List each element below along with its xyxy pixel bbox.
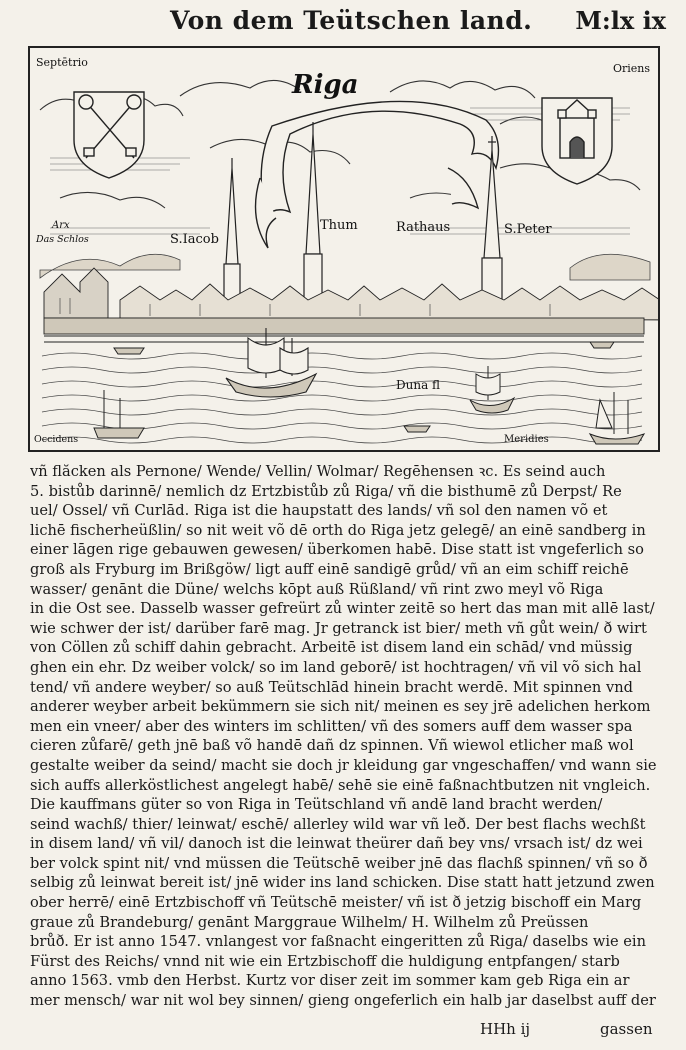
running-title: Von dem Teütschen land. bbox=[170, 6, 533, 35]
text-line: seind wachß/ thier/ leinwat/ eschē/ allerley wild war vñ leð. Der best flachs wechßt bbox=[30, 815, 646, 833]
text-line: in die Ost see. Dasselb wasser gefreürt zů winter zeitē so hert das man mit allē last/ bbox=[30, 600, 655, 618]
text-line: uel/ Ossel/ vñ Curlād. Riga ist die haupstatt des lands/ vñ sol den namen võ et bbox=[30, 502, 608, 520]
label-arx: Arx bbox=[52, 220, 70, 231]
text-line: anno 1563. vmb den Herbst. Kurtz vor diser zeit im sommer kam geb Riga ein ar bbox=[30, 972, 630, 990]
riga-keys-shield bbox=[74, 92, 144, 178]
text-line: lichē fischerheüßlin/ so nit weit võ dē orth do Riga jetz gelegē/ an einē sandberg in bbox=[30, 521, 646, 539]
riga-gate-shield bbox=[542, 98, 612, 184]
folio-number: M:lx ix bbox=[575, 6, 666, 35]
text-line: gestalte weiber da seind/ macht sie doch jr kleidung gar vngeschaffen/ vnd wann sie bbox=[30, 756, 657, 774]
text-line: tend/ vñ andere weyber/ so auß Teütschlād hinein bracht werdē. Mit spinnen vnd bbox=[30, 678, 633, 696]
city-skyline bbox=[44, 268, 658, 334]
label-rathaus: Rathaus bbox=[396, 220, 451, 235]
label-s-peter: S.Peter bbox=[504, 222, 552, 237]
text-line: in disem land/ vñ vil/ danoch ist die leinwat theürer dañ bey vns/ vrsach ist/ dz wei bbox=[30, 835, 643, 853]
text-line: vñ flăcken als Pernone/ Wende/ Vellin/ Wolmar/ Regēhensen ꝛc. Es seind auch bbox=[30, 463, 606, 480]
text-line: sich auffs allerköstlichest angelegt habē/ sehē sie einē faßnachtbutzen nit vngleich. bbox=[30, 776, 651, 794]
signature-mark: HHh ij bbox=[480, 1020, 531, 1038]
text-line: ober herrē/ einē Ertzbischoff vñ Teütschē meister/ vñ ist ð jetzig bischoff ein Marg bbox=[30, 894, 642, 912]
text-line: wasser/ genānt die Düne/ welchs kōpt auß Rüßland/ vñ rint zwo meyl võ Riga bbox=[30, 580, 604, 598]
text-line: graue zů Brandeburg/ genānt Marggraue Wilhelm/ H. Wilhelm zů Preüssen bbox=[30, 913, 589, 931]
label-occidens: Occidens bbox=[34, 434, 79, 445]
text-line: ber volck spint nit/ vnd müssen die Teütschē weiber jnē das flachß spinnen/ vñ so ð bbox=[30, 854, 648, 872]
label-meridies: Meridies bbox=[504, 434, 549, 445]
riga-banner bbox=[256, 101, 499, 248]
banner-riga: Riga bbox=[292, 70, 359, 100]
text-line: groß als Fryburg im Brißgöw/ ligt auff einē sandigē grůd/ vñ an eim schiff reichē bbox=[30, 560, 629, 578]
text-line: Die kauffmans güter so von Riga in Teütschland vñ andē land bracht werden/ bbox=[30, 796, 603, 814]
text-line: von Cöllen zů schiff dahin gebracht. Arbeitē ist disem land ein schād/ vnd müssig bbox=[30, 639, 633, 657]
catchword: gassen bbox=[600, 1020, 653, 1038]
sailing-ship bbox=[226, 328, 316, 397]
label-oriens: Oriens bbox=[612, 62, 650, 75]
label-duna: Duna fl bbox=[396, 378, 441, 392]
label-s-iacob: S.Iacob bbox=[170, 232, 219, 247]
text-line: einer lāgen rige gebauwen gewesen/ überkomen habē. Dise statt ist vngeferlich so bbox=[30, 541, 644, 559]
label-thum: Thum bbox=[320, 218, 358, 233]
text-line: Fürst des Reichs/ vnnd nit wie ein Ertzbischoff die huldigung entpfangen/ starb bbox=[30, 952, 620, 970]
label-das-schlos: Das Schlos bbox=[36, 234, 89, 245]
text-line: mer mensch/ war nit wol bey sinnen/ gieng ongeferlich ein halb jar daselbst auff der bbox=[30, 992, 656, 1010]
text-line: selbig zů leinwat bereit ist/ jnē wider ins land schicken. Dise statt hatt jetzund zwen bbox=[30, 874, 655, 892]
text-line: wie schwer der ist/ darüber farē mag. Jr getranck ist bier/ meth vñ gůt wein/ ð wirt bbox=[30, 619, 647, 637]
label-septentrio: Septētrio bbox=[36, 56, 88, 69]
page-header bbox=[0, 0, 686, 40]
text-line: men ein vneer/ aber des winters im schlitten/ vñ des somers auff dem wasser spa bbox=[30, 717, 633, 735]
text-line: ghen ein ehr. Dz weiber volck/ so im land geborē/ ist hochtragen/ vñ vil võ sich hal bbox=[30, 658, 642, 676]
text-line: 5. bistůb darinnē/ nemlich dz Ertzbistůb zů Riga/ vñ die bisthumē zů Derpst/ Re bbox=[30, 482, 622, 500]
text-line: anderer weyber arbeit bekümmern sie sich nit/ meinen es sey jrē adelichen herkom bbox=[30, 698, 651, 716]
riga-woodcut bbox=[28, 46, 660, 452]
text-line: brůð. Er ist anno 1547. vnlangest vor faßnacht eingeritten zů Riga/ daselbs wie ein bbox=[30, 933, 647, 951]
body-text bbox=[30, 462, 660, 1011]
woodcut-illustration bbox=[30, 48, 658, 450]
text-line: cieren zůfarē/ geth jnē baß võ handē dañ dz spinnen. Vñ wiewol etlicher maß wol bbox=[30, 737, 634, 755]
